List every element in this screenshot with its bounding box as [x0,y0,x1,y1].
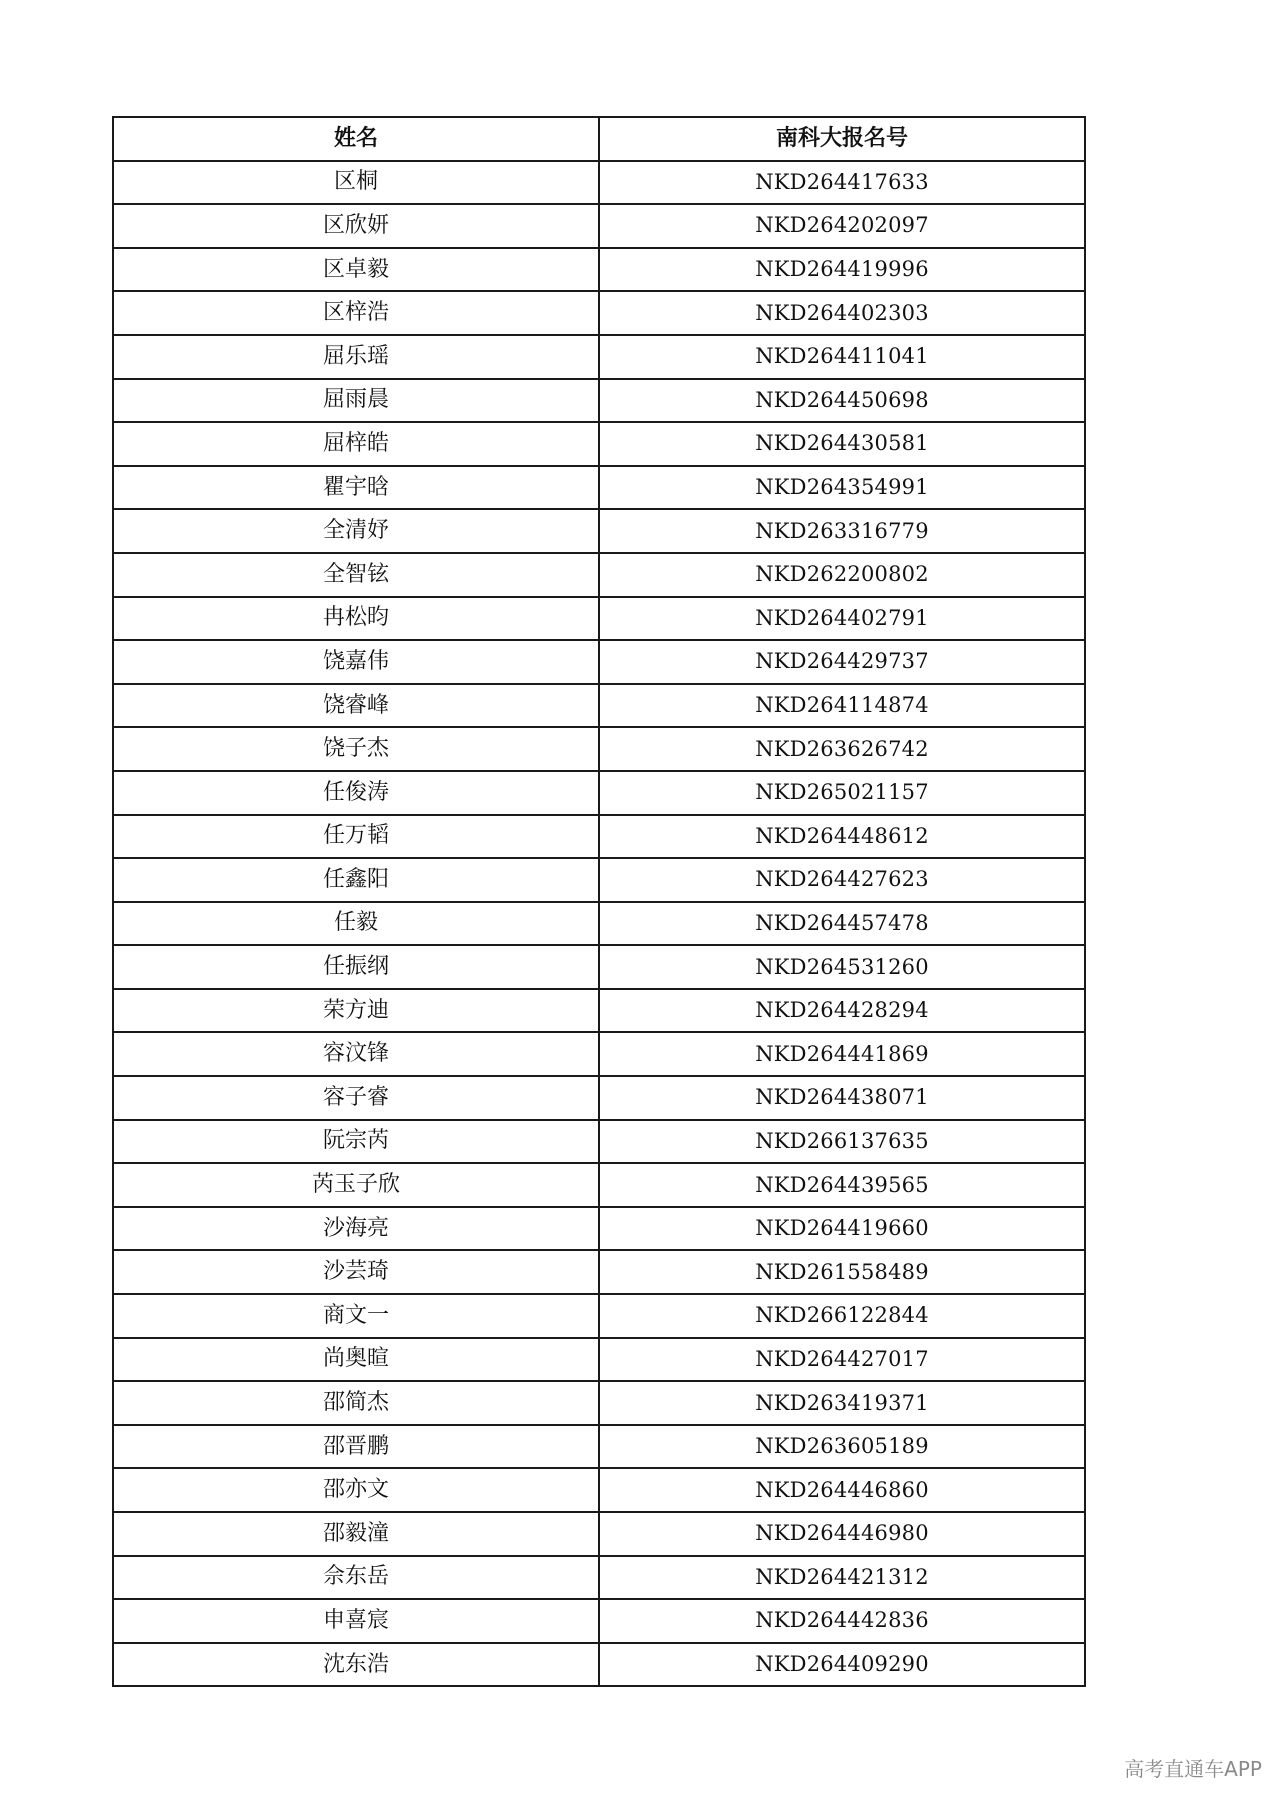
registration-id-cell: NKD264442836 [599,1599,1085,1643]
student-name-cell: 邵毅潼 [113,1512,599,1556]
table-row [113,466,1085,510]
registration-id-cell: NKD264457478 [599,902,1085,946]
registration-id-cell: NKD264417633 [599,161,1085,205]
student-name-cell: 区桐 [113,161,599,205]
student-name-cell: 荣方迪 [113,989,599,1033]
student-name-cell: 任俊涛 [113,771,599,815]
student-name-cell: 区欣妍 [113,204,599,248]
table-row [113,1425,1085,1469]
header-registration-id: 南科大报名号 [599,117,1085,161]
student-name-cell: 饶睿峰 [113,684,599,728]
registration-id-cell: NKD264402303 [599,291,1085,335]
registration-id-cell: NKD264427623 [599,858,1085,902]
table-row [113,771,1085,815]
student-name-cell: 沙海亮 [113,1207,599,1251]
registration-id-cell: NKD264202097 [599,204,1085,248]
table-row [113,335,1085,379]
table-row [113,1207,1085,1251]
registration-id-cell: NKD264446860 [599,1468,1085,1512]
registration-id-cell: NKD263419371 [599,1381,1085,1425]
student-name-cell: 容汶锋 [113,1032,599,1076]
table-body [113,161,1085,1687]
table-row [113,1599,1085,1643]
table-row [113,1468,1085,1512]
student-name-cell: 屈乐瑶 [113,335,599,379]
registration-id-cell: NKD264419660 [599,1207,1085,1251]
table-row [113,1032,1085,1076]
registration-id-cell: NKD264419996 [599,248,1085,292]
registration-id-cell: NKD264448612 [599,815,1085,859]
header-name: 姓名 [113,117,599,161]
table-row [113,1381,1085,1425]
registration-id-cell: NKD264438071 [599,1076,1085,1120]
table-row [113,1556,1085,1600]
student-name-cell: 任振纲 [113,945,599,989]
registration-id-cell: NKD264450698 [599,379,1085,423]
registration-id-cell: NKD264354991 [599,466,1085,510]
student-name-cell: 全清妤 [113,509,599,553]
table-row [113,640,1085,684]
table-row [113,945,1085,989]
registration-id-cell: NKD264427017 [599,1338,1085,1382]
registration-id-cell: NKD264409290 [599,1643,1085,1687]
table-row [113,1163,1085,1207]
table-row [113,597,1085,641]
student-name-cell: 邵简杰 [113,1381,599,1425]
registration-id-cell: NKD264421312 [599,1556,1085,1600]
student-name-cell: 区梓浩 [113,291,599,335]
student-name-cell: 邵亦文 [113,1468,599,1512]
student-name-cell: 沈东浩 [113,1643,599,1687]
student-name-cell: 屈雨晨 [113,379,599,423]
student-name-cell: 沙芸琦 [113,1250,599,1294]
table-row [113,291,1085,335]
student-name-cell: 商文一 [113,1294,599,1338]
student-name-cell: 芮玉子欣 [113,1163,599,1207]
student-name-cell: 邵晋鹏 [113,1425,599,1469]
table-row [113,161,1085,205]
registration-id-cell: NKD263626742 [599,727,1085,771]
registration-id-cell: NKD263605189 [599,1425,1085,1469]
table-row [113,553,1085,597]
registration-id-cell: NKD264411041 [599,335,1085,379]
table-row [113,815,1085,859]
student-name-cell: 区卓毅 [113,248,599,292]
table-row [113,1120,1085,1164]
table-row [113,1338,1085,1382]
registration-id-cell: NKD261558489 [599,1250,1085,1294]
registration-id-cell: NKD263316779 [599,509,1085,553]
student-name-cell: 申喜宸 [113,1599,599,1643]
registration-id-cell: NKD266122844 [599,1294,1085,1338]
registration-id-cell: NKD264428294 [599,989,1085,1033]
table-row [113,248,1085,292]
student-name-cell: 任万韬 [113,815,599,859]
table-row [113,727,1085,771]
registration-id-cell: NKD264441869 [599,1032,1085,1076]
table-row [113,1250,1085,1294]
table-row [113,1643,1085,1687]
student-name-cell: 瞿宇晗 [113,466,599,510]
table-row [113,422,1085,466]
registration-id-cell: NKD264402791 [599,597,1085,641]
table-row [113,1294,1085,1338]
table-row [113,509,1085,553]
table-header-row [113,117,1085,161]
registration-id-cell: NKD264439565 [599,1163,1085,1207]
registration-id-cell: NKD264446980 [599,1512,1085,1556]
student-name-cell: 饶嘉伟 [113,640,599,684]
admission-list-table [112,116,1086,1687]
student-name-cell: 容子睿 [113,1076,599,1120]
table-row [113,379,1085,423]
watermark: 高考直通车APP [1124,1757,1262,1781]
table-row [113,1076,1085,1120]
table-row [113,989,1085,1033]
table-row [113,204,1085,248]
student-name-cell: 佘东岳 [113,1556,599,1600]
table-row [113,684,1085,728]
table-row [113,1512,1085,1556]
registration-id-cell: NKD266137635 [599,1120,1085,1164]
student-name-cell: 任鑫阳 [113,858,599,902]
registration-id-cell: NKD264531260 [599,945,1085,989]
student-name-cell: 冉松昀 [113,597,599,641]
student-name-cell: 全智铉 [113,553,599,597]
table-row [113,902,1085,946]
registration-id-cell: NKD262200802 [599,553,1085,597]
student-name-cell: 饶子杰 [113,727,599,771]
student-name-cell: 任毅 [113,902,599,946]
table-row [113,858,1085,902]
student-name-cell: 阮宗芮 [113,1120,599,1164]
registration-id-cell: NKD264429737 [599,640,1085,684]
student-name-cell: 屈梓皓 [113,422,599,466]
registration-id-cell: NKD264430581 [599,422,1085,466]
registration-id-cell: NKD264114874 [599,684,1085,728]
registration-id-cell: NKD265021157 [599,771,1085,815]
student-name-cell: 尚奥暄 [113,1338,599,1382]
